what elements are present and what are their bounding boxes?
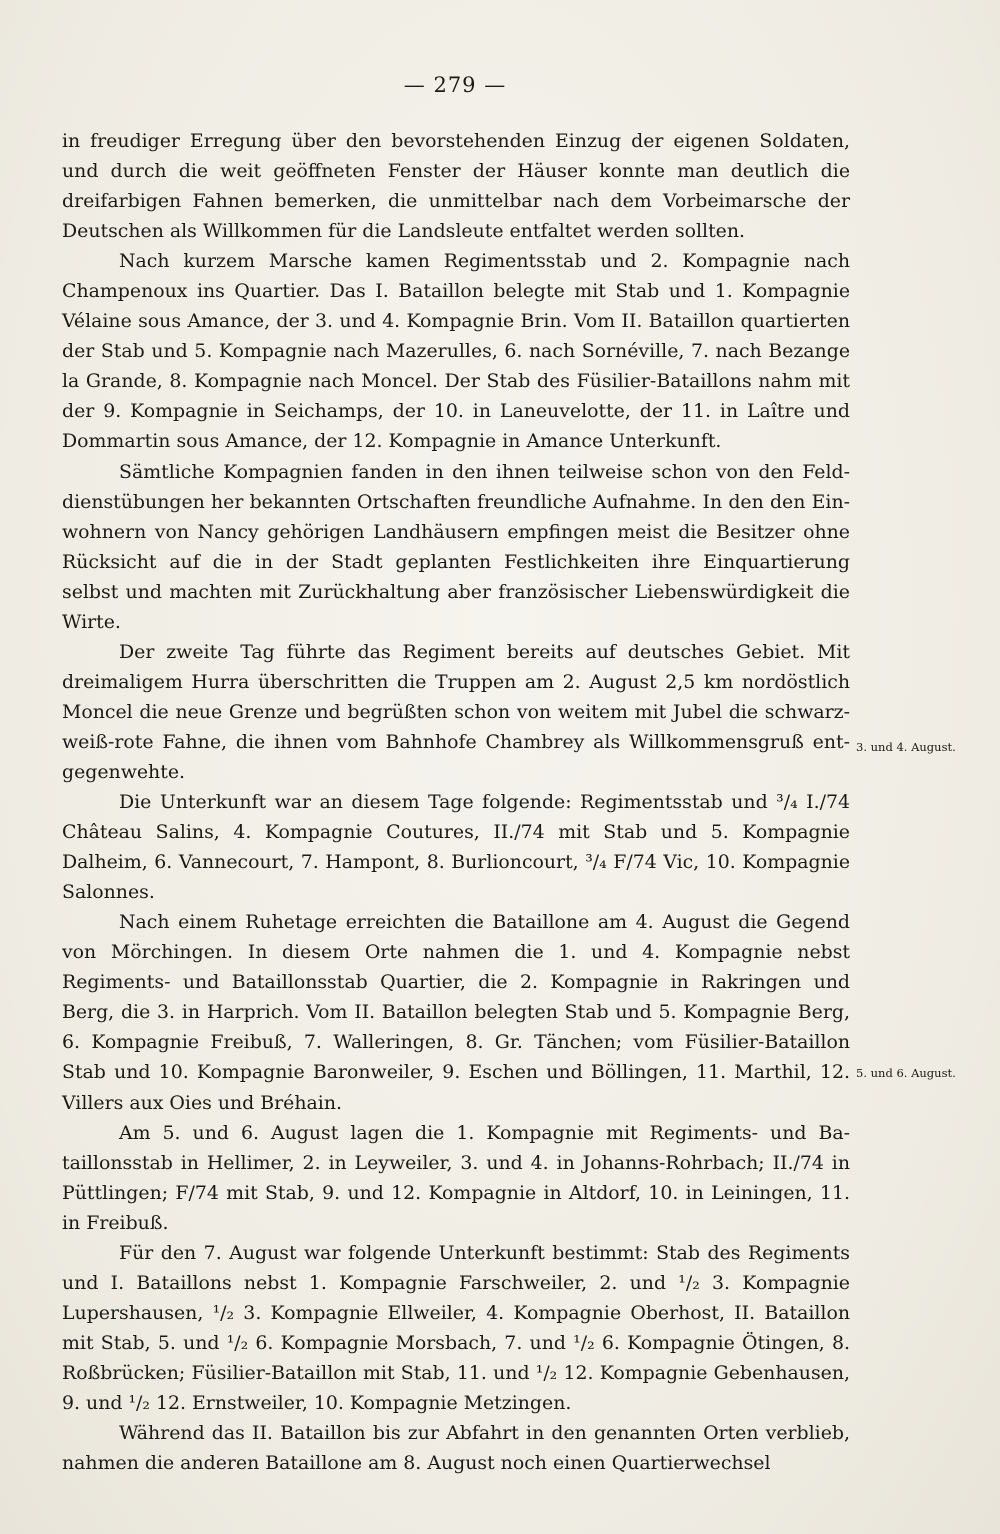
paragraph-9: Während das II. Bataillon bis zur Abfahrt in den genannten Orten verblieb, nahmen die anderen Bataillone am 8. August noch einen Quartierwechsel xyxy=(62,1422,850,1475)
paragraph-4: Der zweite Tag führte das Regiment bereits auf deutsches Gebiet. Mit dreimaligem Hurra überschritten die Truppen am 2. August 2,5 km nordöstlich Moncel die neue Grenze und begrüßten schon von weitem mit Jubel die schwarz-weiß-rote Fahne, die ihnen vom Bahnhofe Chambrey als Willkommensgruß entgegenwehte. xyxy=(62,640,850,783)
paragraph-7: Am 5. und 6. August lagen die 1. Kompagnie mit Regiments- und Bataillonsstab in Hellimer, 2. in Leyweiler, 3. und 4. in Johanns-Rohrbach; II./74 in Püttlingen; F/74 mit Stab, 9. und 12. Kompagnie in Altdorf, 10. in Leiningen, 11. in Freibuß. xyxy=(62,1121,850,1234)
margin-note-aug-3-4: 3. und 4. August. xyxy=(856,740,956,754)
paragraph-3: Sämtliche Kompagnien fanden in den ihnen teilweise schon von den Felddienstübungen her bekannten Ortschaften freundliche Aufnahme. In den den Einwohnern von Nancy gehörigen Landhäusern empfingen meist die Besitzer ohne Rücksicht auf die in der Stadt geplanten Festlichkeiten ihre Einquartierung selbst und machten mit Zurückhaltung aber französischer Liebenswürdigkeit die Wirte. xyxy=(62,460,850,633)
paragraph-6: Nach einem Ruhetage erreichten die Bataillone am 4. August die Gegend von Mörchingen. In diesem Orte nahmen die 1. und 4. Kompagnie nebst Regiments- und Bataillonsstab Quartier, die 2. Kompagnie in Rakringen und Berg, die 3. in Harprich. Vom II. Bataillon belegten Stab und 5. Kompagnie Berg, 6. Kompagnie Freibuß, 7. Walleringen, 8. Gr. Tänchen; vom Füsilier-Bataillon Stab und 10. Kompagnie Baronweiler, 9. Eschen und Böllingen, 11. Marthil, 12. Villers aux Oies und Bréhain. xyxy=(62,911,850,1114)
body-text xyxy=(62,126,850,1478)
paragraph-2: Nach kurzem Marsche kamen Regimentsstab und 2. Kompagnie nach Champenoux ins Quartier. Das I. Bataillon belegte mit Stab und 1. Kompagnie Vélaine sous Amance, der 3. und 4. Kompagnie Brin. Vom II. Bataillon quartierten der Stab und 5. Kompagnie nach Mazerulles, 6. nach Sornéville, 7. nach Bezange la Grande, 8. Kompagnie nach Moncel. Der Stab des Füsilier-Bataillons nahm mit der 9. Kompagnie in Seichamps, der 10. in Laneuvelotte, der 11. in Laître und Dommartin sous Amance, der 12. Kompagnie in Amance Unterkunft. xyxy=(62,250,850,453)
paragraph-8: Für den 7. August war folgende Unterkunft bestimmt: Stab des Regiments und I. Bataillons nebst 1. Kompagnie Farschweiler, 2. und ¹/₂ 3. Kompagnie Lupershausen, ¹/₂ 3. Kompagnie Ellweiler, 4. Kompagnie Oberhost, II. Bataillon mit Stab, 5. und ¹/₂ 6. Kompagnie Morsbach, 7. und ¹/₂ 6. Kompagnie Ötingen, 8. Roßbrücken; Füsilier-Bataillon mit Stab, 11. und ¹/₂ 12. Kompagnie Gebenhausen, 9. und ¹/₂ 12. Ernstweiler, 10. Kompagnie Metzingen. xyxy=(62,1241,850,1414)
page-number: — 279 — xyxy=(403,73,507,97)
paragraph-1: in freudiger Erregung über den bevorstehenden Einzug der eigenen Soldaten, und durch die weit geöffneten Fenster der Häuser konnte man deutlich die dreifarbigen Fahnen bemerken, die unmittelbar nach dem Vorbeimarsche der Deutschen als Willkommen für die Landsleute entfaltet werden sollten. xyxy=(62,130,850,243)
paragraph-5: Die Unterkunft war an diesem Tage folgende: Regimentsstab und ³/₄ I./74 Château Salins, 4. Kompagnie Coutures, II./74 mit Stab und 5. Kompagnie Dalheim, 6. Vannecourt, 7. Hampont, 8. Burlioncourt, ³/₄ F/74 Vic, 10. Kompagnie Salonnes. xyxy=(62,791,850,904)
margin-note-aug-5-6: 5. und 6. August. xyxy=(856,1066,956,1080)
